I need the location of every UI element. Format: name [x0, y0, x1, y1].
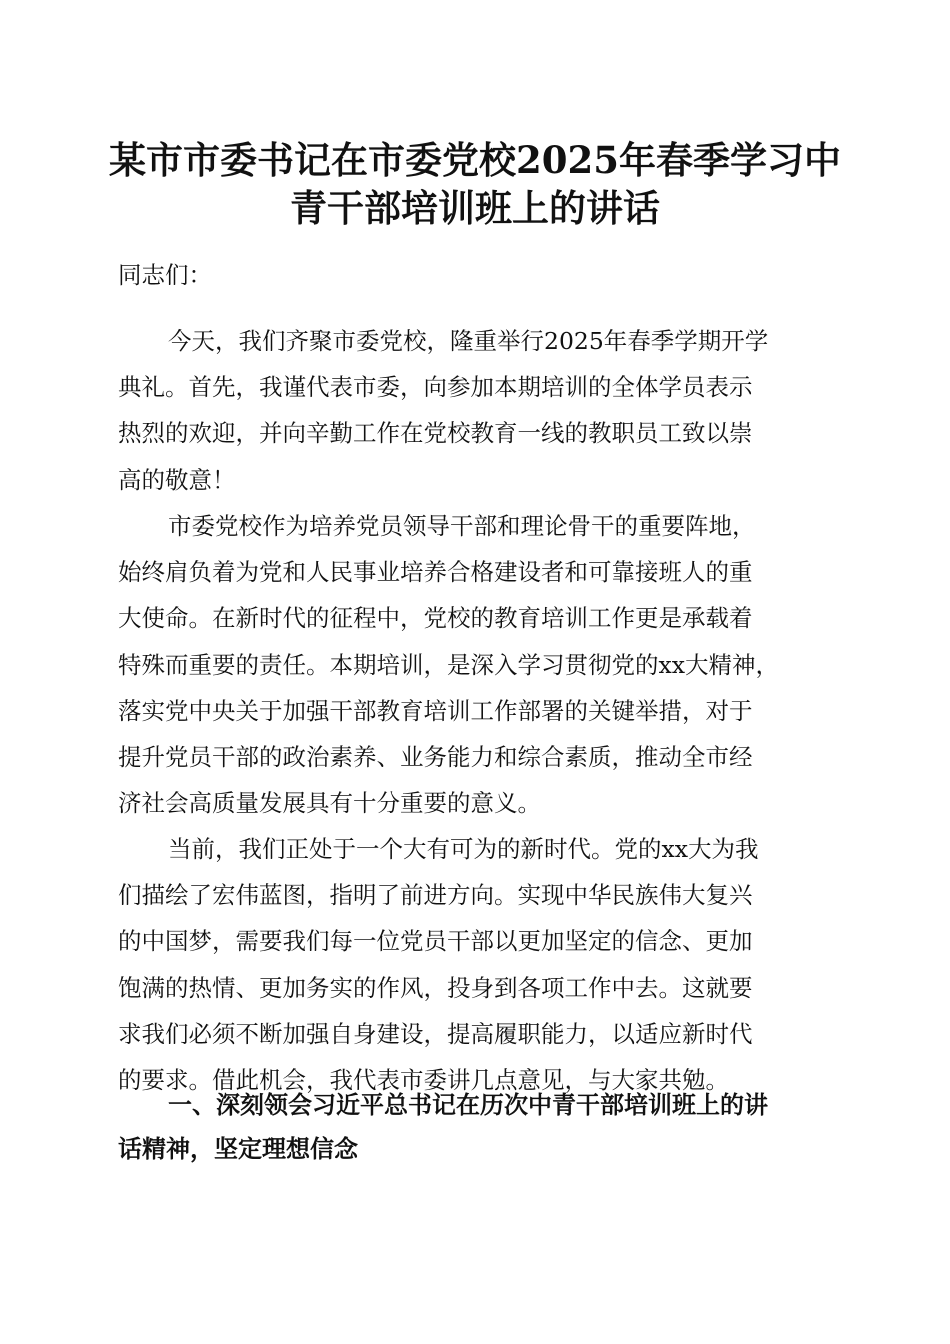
paragraph-line: 求我们必须不断加强自身建设，提高履职能力，以适应新时代: [118, 1019, 753, 1048]
paragraph-2: [118, 503, 830, 826]
paragraph-line: 落实党中央关于加强干部教育培训工作部署的关键举措，对于: [118, 696, 753, 725]
paragraph-line: 高的敬意！: [118, 465, 236, 494]
paragraph-line: 饱满的热情、更加务实的作风，投身到各项工作中去。这就要: [118, 973, 753, 1002]
document-title-line-2: 青干部培训班上的讲话: [290, 186, 660, 230]
paragraph-line: 当前，我们正处于一个大有可为的新时代。党的xx大为我: [168, 835, 759, 863]
paragraph-line: 大使命。在新时代的征程中，党校的教育培训工作更是承载着: [118, 604, 753, 633]
paragraph-line: 的中国梦，需要我们每一位党员干部以更加坚定的信念、更加: [118, 927, 753, 956]
salutation: 同志们：: [118, 261, 212, 289]
paragraph-line: 典礼。首先，我谨代表市委，向参加本期培训的全体学员表示: [118, 373, 753, 402]
document-title-line-1: 某市市委书记在市委党校2025年春季学习中: [109, 138, 841, 182]
paragraph-line: 特殊而重要的责任。本期培训，是深入学习贯彻党的xx大精神，: [118, 650, 780, 679]
paragraph-line: 市委党校作为培养党员领导干部和理论骨干的重要阵地，: [168, 512, 756, 540]
paragraph-line: 们描绘了宏伟蓝图，指明了前进方向。实现中华民族伟大复兴: [118, 881, 753, 910]
paragraph-line: 提升党员干部的政治素养、业务能力和综合素质，推动全市经: [118, 742, 753, 771]
heading-line: 话精神，坚定理想信念: [118, 1135, 358, 1163]
paragraph-line: 济社会高质量发展具有十分重要的意义。: [118, 789, 541, 818]
paragraph-line: 今天，我们齐聚市委党校，隆重举行2025年春季学期开学: [168, 327, 769, 355]
section-heading-1: [118, 1083, 838, 1171]
paragraph-line: 的要求。借此机会，我代表市委讲几点意见，与大家共勉。: [118, 1065, 729, 1094]
paragraph-line: 热烈的欢迎，并向辛勤工作在党校教育一线的教职员工致以崇: [118, 419, 753, 448]
paragraph-line: 始终肩负着为党和人民事业培养合格建设者和可靠接班人的重: [118, 558, 753, 587]
paragraph-3: [118, 826, 830, 1103]
heading-line: 一、深刻领会习近平总书记在历次中青干部培训班上的讲: [168, 1091, 768, 1119]
paragraph-1: [118, 318, 830, 503]
